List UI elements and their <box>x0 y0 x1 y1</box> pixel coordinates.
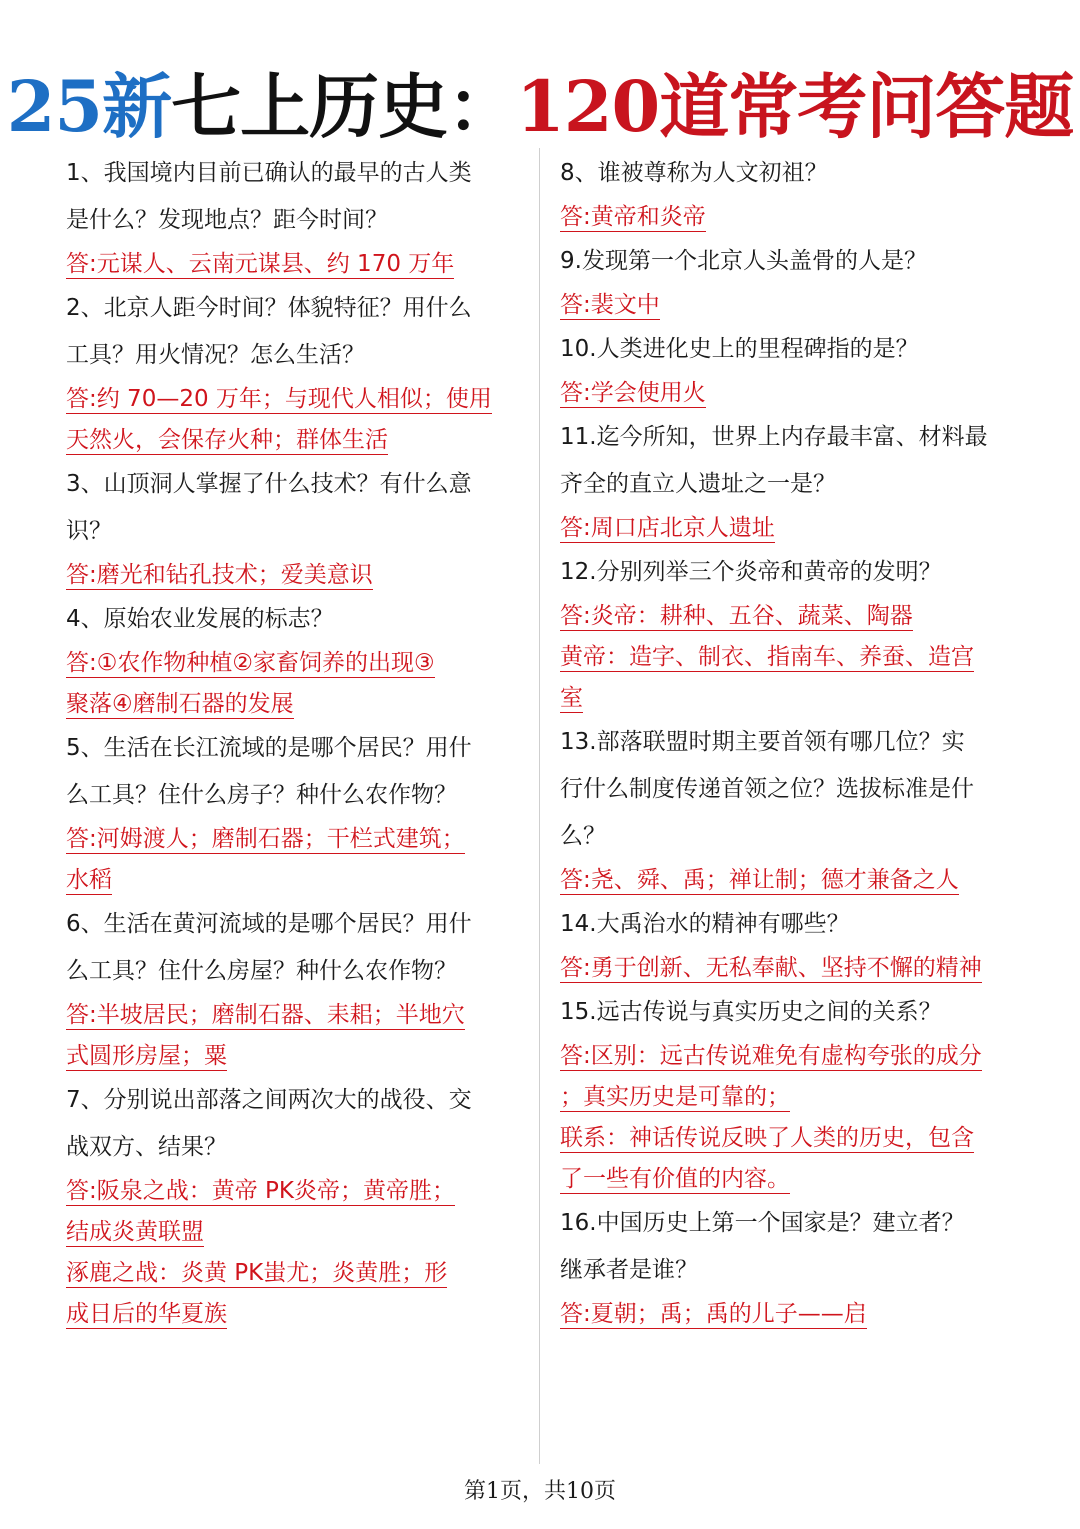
column-divider <box>539 148 540 1464</box>
question-line: 16.中国历史上第一个国家是？建立者？ <box>560 1210 965 1236</box>
answer-text: 天然火，会保存火种；群体生活 <box>66 427 388 453</box>
answer-text: 答:勇于创新、无私奉献、坚持不懈的精神 <box>560 955 982 981</box>
qa-item <box>560 326 1045 414</box>
answer-text: 答:裴文中 <box>560 292 660 318</box>
answer-line <box>66 1253 526 1294</box>
answer-text: 水稻 <box>66 867 112 893</box>
answer-line <box>66 860 526 901</box>
answer-text: 成日后的华夏族 <box>66 1301 227 1327</box>
question-line: 4、原始农业发展的标志？ <box>66 606 334 632</box>
answer-line <box>66 555 526 596</box>
qa-item <box>66 285 526 461</box>
answer-text: 答:①农作物种植②家畜饲养的出现③ <box>66 650 435 676</box>
answer-line <box>66 819 526 860</box>
question-line: 2、北京人距今时间？体貌特征？用什么 <box>66 295 472 321</box>
question-line: 9.发现第一个北京人头盖骨的人是？ <box>560 248 927 274</box>
answer-line <box>560 1036 1045 1077</box>
question-line: 么工具？住什么房子？种什么农作物？ <box>66 782 457 808</box>
question-line: 6、生活在黄河流域的是哪个居民？用什 <box>66 911 472 937</box>
answer-text: 室 <box>560 685 583 711</box>
answer-line <box>560 1294 1045 1335</box>
answer-line <box>66 379 526 420</box>
question-line: 8、谁被尊称为人文初祖？ <box>560 160 828 186</box>
question-line: 是什么？发现地点？距今时间？ <box>66 207 388 233</box>
qa-item <box>66 596 526 725</box>
answer-line <box>560 1159 1045 1200</box>
answer-line <box>66 1294 526 1335</box>
answer-line <box>66 995 526 1036</box>
qa-item <box>66 1077 526 1335</box>
answer-line <box>66 1212 526 1253</box>
title-part-subject: 七上历史： <box>171 65 517 148</box>
answer-line <box>560 373 1045 414</box>
answer-text: 式圆形房屋；粟 <box>66 1043 227 1069</box>
question-line: 13.部落联盟时期主要首领有哪几位？实 <box>560 729 965 755</box>
answer-line <box>560 860 1045 901</box>
answer-line <box>560 596 1045 637</box>
qa-item <box>560 150 1045 238</box>
answer-text: 答:尧、舜、禹；禅让制；德才兼备之人 <box>560 867 959 893</box>
qa-item <box>560 719 1045 901</box>
answer-line <box>560 948 1045 989</box>
answer-text: ；真实历史是可靠的； <box>560 1084 790 1110</box>
answer-line <box>66 1036 526 1077</box>
answer-text: 答:约 70—20 万年；与现代人相似；使用 <box>66 386 492 412</box>
answer-text: 答:周口店北京人遗址 <box>560 515 775 541</box>
question-line: 7、分别说出部落之间两次大的战役、交 <box>66 1087 472 1113</box>
question-line: 1、我国境内目前已确认的最早的古人类 <box>66 160 472 186</box>
question-line: 战双方、结果？ <box>66 1134 227 1160</box>
question-line: 3、山顶洞人掌握了什么技术？有什么意 <box>66 471 472 497</box>
qa-item <box>560 414 1045 549</box>
answer-line <box>560 678 1045 719</box>
answer-line <box>66 420 526 461</box>
answer-text: 答:河姆渡人；磨制石器；干栏式建筑； <box>66 826 465 852</box>
question-line: 继承者是谁？ <box>560 1257 698 1283</box>
question-line: 行什么制度传递首领之位？选拔标准是什 <box>560 776 974 802</box>
answer-line <box>560 1118 1045 1159</box>
answer-text: 答:磨光和钻孔技术；爱美意识 <box>66 562 373 588</box>
answer-line <box>66 1171 526 1212</box>
answer-text: 答:夏朝；禹；禹的儿子——启 <box>560 1301 867 1327</box>
qa-item <box>66 461 526 596</box>
question-line: 14.大禹治水的精神有哪些？ <box>560 911 850 937</box>
question-line: 工具？用火情况？怎么生活？ <box>66 342 365 368</box>
page-number: 第1页，共10页 <box>464 1479 616 1504</box>
qa-item <box>66 150 526 285</box>
question-line: 识？ <box>66 518 112 544</box>
qa-item <box>560 549 1045 719</box>
answer-text: 答:炎帝：耕种、五谷、蔬菜、陶器 <box>560 603 913 629</box>
qa-item <box>66 725 526 901</box>
question-line: 5、生活在长江流域的是哪个居民？用什 <box>66 735 472 761</box>
answer-text: 答:阪泉之战：黄帝 PK炎帝；黄帝胜； <box>66 1178 456 1204</box>
answer-line <box>560 1077 1045 1118</box>
qa-item <box>560 1200 1045 1335</box>
answer-line <box>66 244 526 285</box>
title-part-count: 120道常考问答题 <box>516 65 1074 148</box>
answer-line <box>560 508 1045 549</box>
answer-line <box>560 637 1045 678</box>
answer-text: 聚落④磨制石器的发展 <box>66 691 294 717</box>
answer-text: 答:半坡居民；磨制石器、耒耜；半地穴 <box>66 1002 465 1028</box>
answer-text: 答:区别：远古传说难免有虚构夸张的成分 <box>560 1043 982 1069</box>
question-line: 15.远古传说与真实历史之间的关系？ <box>560 999 942 1025</box>
answer-text: 黄帝：造字、制衣、指南车、养蚕、造宫 <box>560 644 974 670</box>
qa-item <box>560 238 1045 326</box>
page-title <box>0 62 1080 152</box>
qa-item <box>560 989 1045 1200</box>
answer-line <box>66 684 526 725</box>
answer-text: 答:学会使用火 <box>560 380 706 406</box>
qa-item <box>560 901 1045 989</box>
question-line: 么工具？住什么房屋？种什么农作物？ <box>66 958 457 984</box>
question-line: 10.人类进化史上的里程碑指的是？ <box>560 336 919 362</box>
answer-line <box>560 285 1045 326</box>
answer-text: 结成炎黄联盟 <box>66 1219 204 1245</box>
qa-item <box>66 901 526 1077</box>
answer-text: 答:黄帝和炎帝 <box>560 204 706 230</box>
question-line: 齐全的直立人遗址之一是？ <box>560 471 836 497</box>
answer-text: 答:元谋人、云南元谋县、约 170 万年 <box>66 251 455 277</box>
answer-text: 涿鹿之战：炎黄 PK蚩尤；炎黄胜；形 <box>66 1260 448 1286</box>
title-part-year: 25新 <box>6 65 172 148</box>
question-line: 么？ <box>560 823 606 849</box>
answer-text: 联系：神话传说反映了人类的历史，包含 <box>560 1125 974 1151</box>
question-line: 12.分别列举三个炎帝和黄帝的发明？ <box>560 559 942 585</box>
answer-line <box>66 643 526 684</box>
question-line: 11.迄今所知，世界上内存最丰富、材料最 <box>560 424 988 450</box>
right-column <box>560 150 1045 1335</box>
left-column <box>66 150 526 1335</box>
answer-text: 了一些有价值的内容。 <box>560 1166 790 1192</box>
answer-line <box>560 197 1045 238</box>
